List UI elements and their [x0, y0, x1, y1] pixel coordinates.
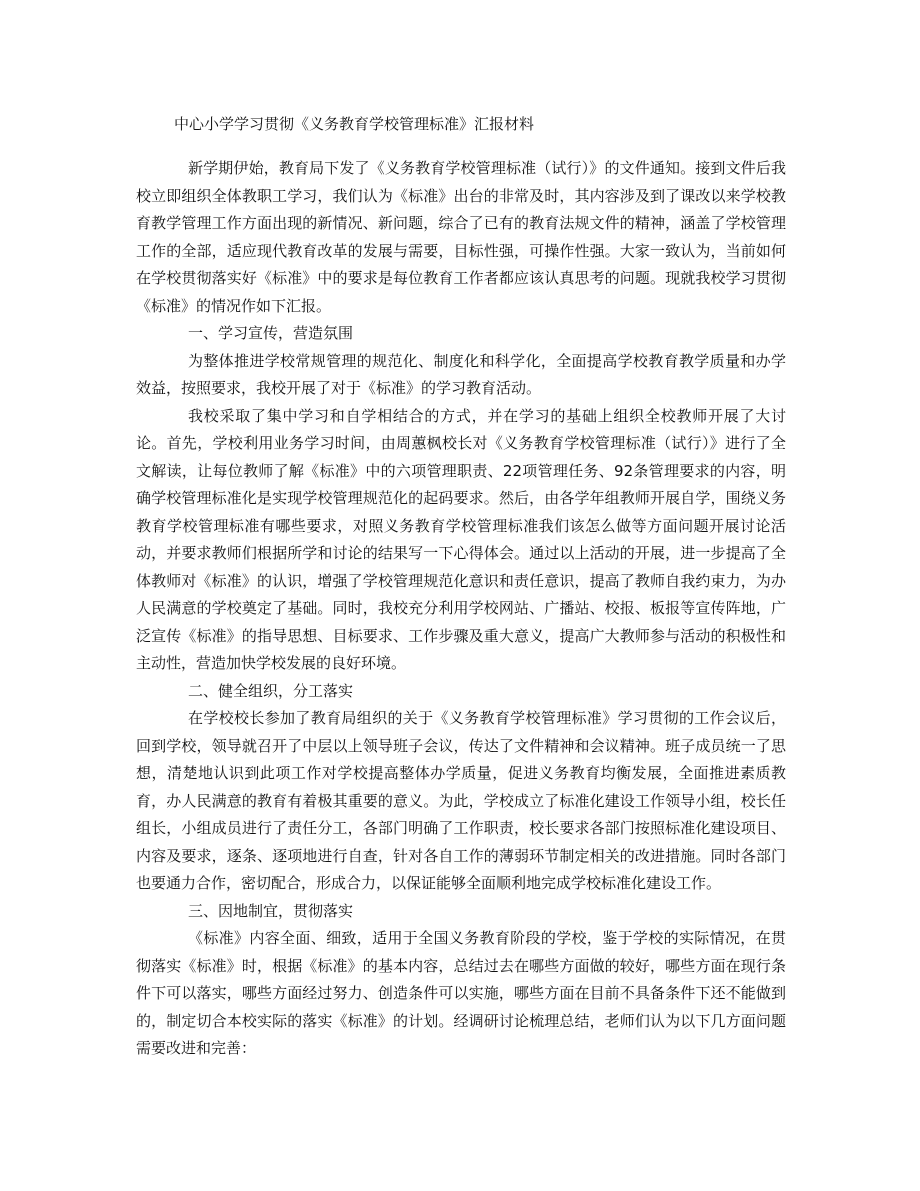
section-heading-1: 一、学习宣传，营造氛围: [188, 324, 354, 342]
paragraph: 在学校校长参加了教育局组织的关于《义务教育学校管理标准》学习贯彻的工作会议后，回到学校，领导就召开了中层以上领导班子会议，传达了文件精神和会议精神。班子成员统一了思想，清楚地认识到此项工作对学校提高整体办学质量，促进义务教育均衡发展，全面推进素质教育，办人民满意的教育有着极其重要的意义。为此，学校成立了标准化建设工作领导小组，校长任组长，小组成员进行了责任分工，各部门明确了工作职责，校长要求各部门按照标准化建设项目、内容及要求，逐条、逐项地进行自查，针对各自工作的薄弱环节制定相关的改进措施。同时各部门也要通力合作，密切配合，形成合力，以保证能够全面顺利地完成学校标准化建设工作。: [136, 709, 786, 892]
paragraph: 《标准》内容全面、细致，适用于全国义务教育阶段的学校，鉴于学校的实际情况，在贯彻落实《标准》时，根据《标准》的基本内容，总结过去在哪些方面做的较好，哪些方面在现行条件下可以落实，哪些方面经过努力、创造条件可以实施，哪些方面在目前不具备条件下还不能做到的，制定切合本校实际的落实《标准》的计划。经调研讨论梳理总结，老师们认为以下几方面问题需要改进和完善：: [136, 929, 786, 1057]
paragraph: 为整体推进学校常规管理的规范化、制度化和科学化，全面提高学校教育教学质量和办学效益，按照要求，我校开展了对于《标准》的学习教育活动。: [136, 351, 786, 397]
paragraph: 我校采取了集中学习和自学相结合的方式，并在学习的基础上组织全校教师开展了大讨论。首先，学校利用业务学习时间，由周蕙枫校长对《义务教育学校管理标准（试行）》进行了全文解读，让每位教师了解《标准》中的六项管理职责、22项管理任务、92条管理要求的内容，明确学校管理标准化是实现学校管理规范化的起码要求。然后，由各学年组教师开展自学，围绕义务教育学校管理标准有哪些要求，对照义务教育学校管理标准我们该怎么做等方面问题开展讨论活动，并要求教师们根据所学和讨论的结果写一下心得体会。通过以上活动的开展，进一步提高了全体教师对《标准》的认识，增强了学校管理规范化意识和责任意识，提高了教师自我约束力，为办人民满意的学校奠定了基础。同时，我校充分利用学校网站、广播站、校报、板报等宣传阵地，广泛宣传《标准》的指导思想、目标要求、工作步骤及重大意义，提高广大教师参与活动的积极性和主动性，营造加快学校发展的良好环境。: [136, 406, 786, 672]
document-title: 中心小学学习贯彻《义务教育学校管理标准》汇报材料: [174, 115, 535, 133]
section-heading-2: 二、健全组织，分工落实: [188, 681, 354, 700]
section-heading-3: 三、因地制宜，贯彻落实: [188, 901, 354, 920]
document-body: [136, 155, 786, 1063]
paragraph-intro: 新学期伊始，教育局下发了《义务教育学校管理标准（试行）》的文件通知。接到文件后我校立即组织全体教职工学习，我们认为《标准》出台的非常及时，其内容涉及到了课改以来学校教育教学管理工作方面出现的新情况、新问题，综合了已有的教育法规文件的精神，涵盖了学校管理工作的全部，适应现代教育改革的发展与需要，目标性强，可操作性强。大家一致认为，当前如何在学校贯彻落实好《标准》中的要求是每位教育工作者都应该认真思考的问题。现就我校学习贯彻《标准》的情况作如下汇报。: [136, 159, 786, 315]
